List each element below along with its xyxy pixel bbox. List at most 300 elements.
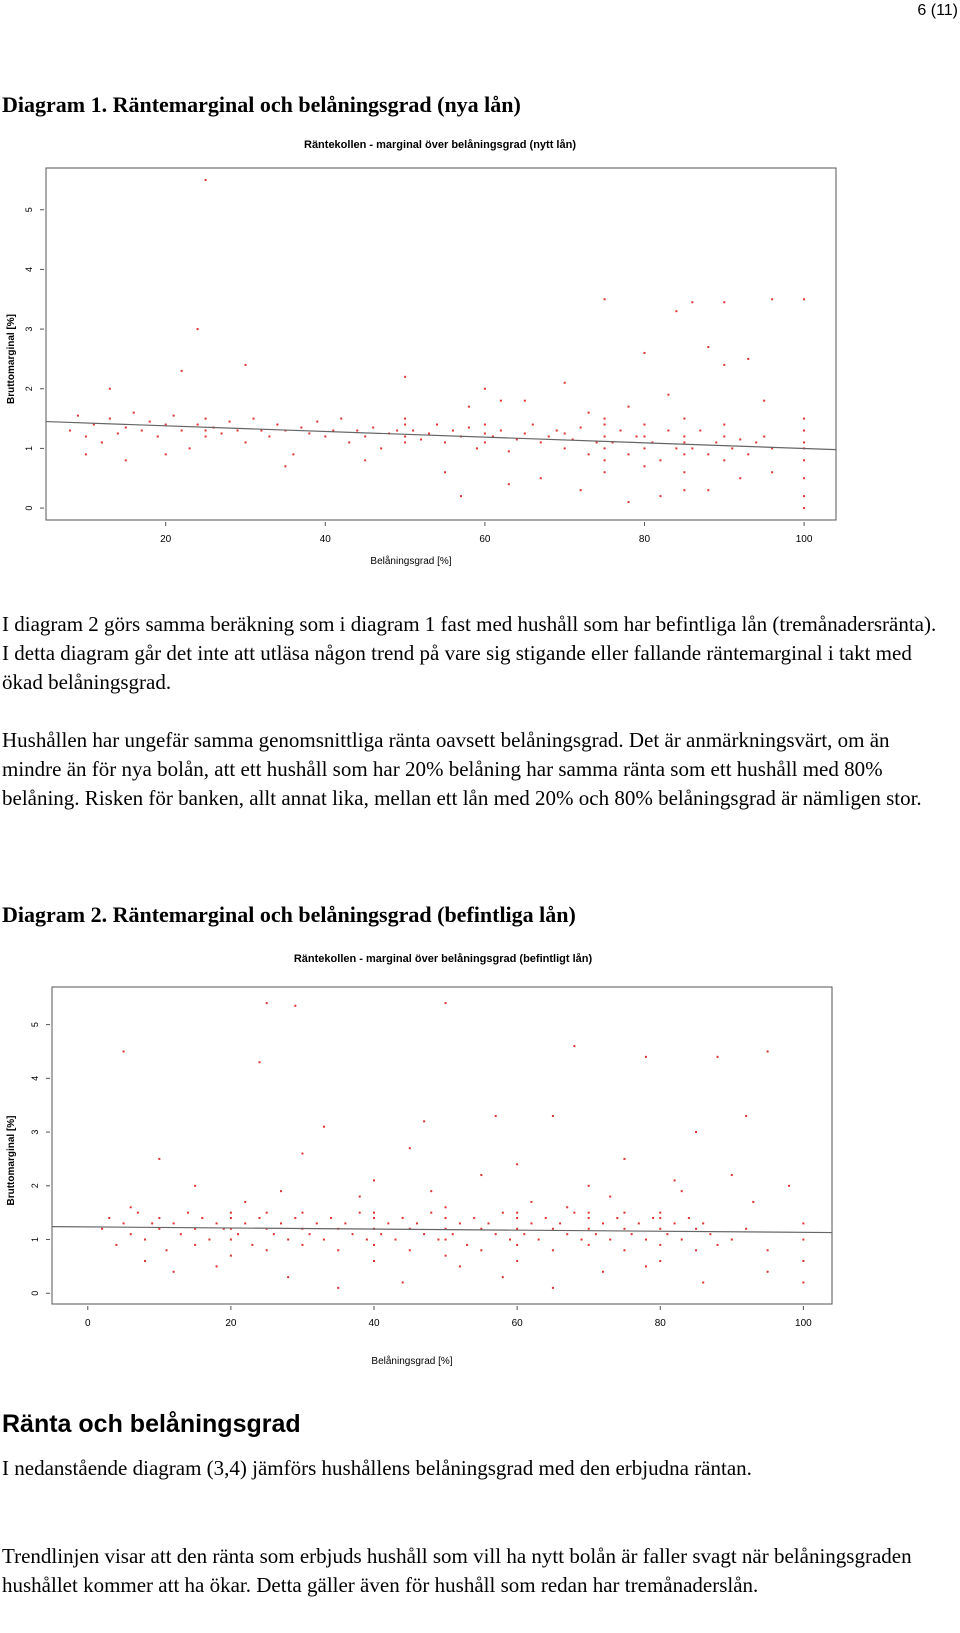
data-point — [158, 1217, 160, 1219]
data-point — [364, 435, 366, 437]
data-point — [502, 1212, 504, 1214]
data-point — [643, 352, 645, 354]
data-point — [416, 1222, 418, 1224]
data-point — [767, 1249, 769, 1251]
data-point — [252, 418, 254, 420]
data-point — [287, 1239, 289, 1241]
data-point — [702, 1222, 704, 1224]
data-point — [683, 489, 685, 491]
data-point — [459, 1222, 461, 1224]
data-point — [532, 424, 534, 426]
data-point — [109, 418, 111, 420]
y-tick-label: 5 — [30, 1022, 40, 1028]
data-point — [101, 441, 103, 443]
data-point — [683, 441, 685, 443]
data-point — [466, 1244, 468, 1246]
data-point — [125, 427, 127, 429]
x-tick-label: 20 — [160, 534, 172, 545]
data-point — [731, 1174, 733, 1176]
data-point — [707, 453, 709, 455]
data-point — [484, 424, 486, 426]
y-tick-label: 3 — [24, 326, 34, 332]
data-point — [173, 415, 175, 417]
data-point — [588, 1228, 590, 1230]
data-point — [364, 459, 366, 461]
data-point — [201, 1217, 203, 1219]
x-tick-label: 0 — [84, 1318, 91, 1329]
data-point — [430, 1212, 432, 1214]
data-point — [323, 1239, 325, 1241]
data-point — [495, 1115, 497, 1117]
data-point — [394, 1239, 396, 1241]
data-point — [428, 432, 430, 434]
page-number: 6 (11) — [917, 2, 958, 19]
data-point — [109, 388, 111, 390]
trend-line — [46, 422, 836, 450]
data-point — [337, 1287, 339, 1289]
data-point — [373, 1179, 375, 1181]
data-point — [316, 1222, 318, 1224]
data-point — [123, 1050, 125, 1052]
data-point — [151, 1222, 153, 1224]
data-point — [294, 1005, 296, 1007]
data-point — [638, 1222, 640, 1224]
data-point — [373, 1260, 375, 1262]
y-tick-label: 1 — [24, 445, 34, 451]
data-point — [137, 1212, 139, 1214]
x-tick-label: 100 — [795, 1318, 812, 1329]
data-point — [330, 1217, 332, 1219]
data-point — [216, 1265, 218, 1267]
data-point — [292, 453, 294, 455]
data-point — [445, 1239, 447, 1241]
data-point — [604, 459, 606, 461]
data-point — [194, 1244, 196, 1246]
data-point — [420, 438, 422, 440]
data-point — [259, 1217, 261, 1219]
data-point — [666, 1233, 668, 1235]
data-point — [683, 435, 685, 437]
data-point — [802, 1222, 804, 1224]
data-point — [373, 1244, 375, 1246]
data-point — [516, 1228, 518, 1230]
data-point — [372, 427, 374, 429]
data-point — [452, 1233, 454, 1235]
data-point — [181, 370, 183, 372]
data-point — [294, 1217, 296, 1219]
data-point — [259, 1061, 261, 1063]
trend-line — [52, 1227, 832, 1233]
data-point — [181, 430, 183, 432]
x-tick-label: 60 — [511, 1318, 523, 1329]
data-point — [484, 388, 486, 390]
data-point — [85, 453, 87, 455]
x-tick-label: 40 — [319, 534, 331, 545]
data-point — [604, 447, 606, 449]
data-point — [412, 430, 414, 432]
data-point — [165, 1249, 167, 1251]
data-point — [643, 447, 645, 449]
data-point — [404, 376, 406, 378]
data-point — [309, 1233, 311, 1235]
data-point — [480, 1249, 482, 1251]
data-point — [356, 430, 358, 432]
data-point — [344, 1222, 346, 1224]
data-point — [273, 1233, 275, 1235]
data-point — [508, 483, 510, 485]
data-point — [620, 430, 622, 432]
data-point — [300, 427, 302, 429]
x-tick-label: 20 — [225, 1318, 237, 1329]
data-point — [144, 1239, 146, 1241]
data-point — [552, 1249, 554, 1251]
paragraph-1: I diagram 2 görs samma beräkning som i diagram 1 fast med hushåll som har befintliga lån (tremånadersränta). I detta diagram går det inte att utläsa någon trend på vare sig stigande eller fallande räntemarginal i takt med ökad belåningsgrad. — [2, 612, 937, 694]
data-point — [423, 1233, 425, 1235]
data-point — [803, 441, 805, 443]
x-tick-label: 80 — [638, 534, 651, 545]
data-point — [402, 1217, 404, 1219]
data-point — [409, 1249, 411, 1251]
data-point — [580, 489, 582, 491]
data-point — [659, 495, 661, 497]
data-point — [675, 447, 677, 449]
data-point — [645, 1239, 647, 1241]
data-point — [699, 430, 701, 432]
data-point — [237, 430, 239, 432]
data-point — [266, 1002, 268, 1004]
data-point — [266, 1212, 268, 1214]
data-point — [552, 1115, 554, 1117]
data-point — [133, 412, 135, 414]
data-point — [373, 1212, 375, 1214]
data-point — [602, 1222, 604, 1224]
data-point — [324, 435, 326, 437]
data-point — [173, 1222, 175, 1224]
data-point — [237, 1233, 239, 1235]
data-point — [205, 435, 207, 437]
data-point — [444, 441, 446, 443]
data-point — [359, 1196, 361, 1198]
data-point — [516, 1212, 518, 1214]
data-point — [402, 1282, 404, 1284]
data-point — [540, 441, 542, 443]
data-point — [460, 495, 462, 497]
y-axis-label: Bruttomarginal [%] — [6, 1115, 17, 1206]
data-point — [691, 447, 693, 449]
data-point — [208, 1239, 210, 1241]
data-point — [595, 1233, 597, 1235]
data-point — [596, 441, 598, 443]
data-point — [165, 453, 167, 455]
data-point — [802, 1260, 804, 1262]
data-point — [530, 1201, 532, 1203]
data-point — [117, 432, 119, 434]
data-point — [659, 1217, 661, 1219]
plot-frame — [52, 987, 832, 1304]
x-tick-label: 100 — [795, 534, 813, 545]
data-point — [683, 418, 685, 420]
data-point — [287, 1276, 289, 1278]
data-point — [645, 1056, 647, 1058]
data-point — [115, 1244, 117, 1246]
data-point — [688, 1217, 690, 1219]
data-point — [229, 421, 231, 423]
data-point — [284, 465, 286, 467]
data-point — [516, 1244, 518, 1246]
data-point — [373, 1217, 375, 1219]
data-point — [559, 1222, 561, 1224]
data-point — [130, 1233, 132, 1235]
data-point — [723, 435, 725, 437]
data-point — [659, 1244, 661, 1246]
data-point — [803, 459, 805, 461]
data-point — [723, 459, 725, 461]
data-point — [244, 364, 246, 366]
diagram1-heading: Diagram 1. Räntemarginal och belåningsgrad (nya lån) — [2, 92, 521, 117]
y-tick-label: 4 — [30, 1075, 40, 1081]
data-point — [788, 1185, 790, 1187]
data-point — [747, 453, 749, 455]
data-point — [803, 298, 805, 300]
data-point — [623, 1228, 625, 1230]
data-point — [445, 1206, 447, 1208]
data-point — [636, 435, 638, 437]
data-point — [667, 430, 669, 432]
data-point — [566, 1206, 568, 1208]
data-point — [404, 418, 406, 420]
data-point — [675, 310, 677, 312]
data-point — [468, 406, 470, 408]
data-point — [502, 1276, 504, 1278]
chart-title: Räntekollen - marginal över belåningsgrad (befintligt lån) — [293, 953, 593, 965]
data-point — [717, 1056, 719, 1058]
data-point — [495, 1233, 497, 1235]
data-point — [516, 1217, 518, 1219]
data-point — [197, 328, 199, 330]
data-point — [123, 1222, 125, 1224]
data-point — [337, 1249, 339, 1251]
data-point — [695, 1249, 697, 1251]
chart-title: Räntekollen - marginal över belåningsgrad (nytt lån) — [304, 139, 576, 151]
data-point — [745, 1115, 747, 1117]
data-point — [802, 1239, 804, 1241]
data-point — [631, 1233, 633, 1235]
data-point — [452, 430, 454, 432]
data-point — [604, 435, 606, 437]
data-point — [251, 1244, 253, 1246]
data-point — [803, 507, 805, 509]
data-point — [602, 1271, 604, 1273]
x-axis-label: Belåningsgrad [%] — [371, 1356, 453, 1367]
data-point — [767, 1271, 769, 1273]
data-point — [524, 432, 526, 434]
y-tick-label: 0 — [30, 1290, 40, 1296]
data-point — [548, 435, 550, 437]
diagram2-heading: Diagram 2. Räntemarginal och belåningsgrad (befintliga lån) — [2, 902, 576, 927]
data-point — [396, 430, 398, 432]
data-point — [530, 1222, 532, 1224]
data-point — [387, 1222, 389, 1224]
plot-frame — [46, 168, 836, 520]
data-point — [538, 1239, 540, 1241]
data-point — [280, 1190, 282, 1192]
data-point — [767, 1050, 769, 1052]
data-point — [404, 435, 406, 437]
data-point — [430, 1190, 432, 1192]
data-point — [230, 1212, 232, 1214]
data-point — [437, 1239, 439, 1241]
data-point — [308, 432, 310, 434]
data-point — [173, 1271, 175, 1273]
data-point — [645, 1265, 647, 1267]
data-point — [604, 471, 606, 473]
data-point — [359, 1212, 361, 1214]
data-point — [157, 435, 159, 437]
data-point — [752, 1201, 754, 1203]
data-point — [266, 1249, 268, 1251]
data-point — [488, 1222, 490, 1224]
data-point — [500, 430, 502, 432]
data-point — [691, 301, 693, 303]
data-point — [731, 1239, 733, 1241]
data-point — [745, 1228, 747, 1230]
data-point — [158, 1158, 160, 1160]
data-point — [628, 501, 630, 503]
data-point — [276, 424, 278, 426]
data-point — [524, 400, 526, 402]
data-point — [444, 471, 446, 473]
data-point — [523, 1233, 525, 1235]
data-point — [194, 1185, 196, 1187]
data-point — [747, 358, 749, 360]
data-point — [552, 1287, 554, 1289]
data-point — [130, 1206, 132, 1208]
section-heading: Ränta och belåningsgrad — [2, 1410, 301, 1438]
data-point — [802, 1282, 804, 1284]
data-point — [709, 1233, 711, 1235]
data-point — [681, 1239, 683, 1241]
data-point — [588, 412, 590, 414]
data-point — [803, 430, 805, 432]
data-point — [268, 435, 270, 437]
y-tick-label: 1 — [30, 1237, 40, 1243]
data-point — [683, 471, 685, 473]
data-point — [484, 441, 486, 443]
data-point — [623, 1158, 625, 1160]
x-tick-label: 80 — [654, 1318, 666, 1329]
data-point — [540, 477, 542, 479]
paragraph-3: I nedanstående diagram (3,4) jämförs hushållens belåningsgrad med den erbjudna räntan. — [2, 1456, 752, 1480]
data-point — [205, 418, 207, 420]
scatter-chart-new-loans — [0, 128, 960, 570]
data-point — [545, 1217, 547, 1219]
data-point — [141, 430, 143, 432]
data-point — [509, 1239, 511, 1241]
data-point — [69, 430, 71, 432]
data-point — [609, 1239, 611, 1241]
data-point — [516, 1260, 518, 1262]
y-tick-label: 0 — [24, 505, 34, 511]
data-point — [348, 441, 350, 443]
data-point — [445, 1255, 447, 1257]
data-point — [180, 1233, 182, 1235]
data-point — [652, 1217, 654, 1219]
data-point — [323, 1126, 325, 1128]
data-point — [683, 453, 685, 455]
data-point — [380, 447, 382, 449]
data-point — [556, 430, 558, 432]
data-point — [723, 301, 725, 303]
data-point — [280, 1222, 282, 1224]
paragraph-4: Trendlinjen visar att den ränta som erbjuds hushåll som vill ha nytt bolån är faller svagt när belåningsgraden hushållet kommer att ha ökar. Detta gäller även för hushåll som redan har tremånaderslån. — [2, 1544, 912, 1597]
data-point — [573, 1045, 575, 1047]
data-point — [404, 424, 406, 426]
data-point — [380, 1233, 382, 1235]
data-point — [771, 298, 773, 300]
data-point — [707, 489, 709, 491]
data-point — [500, 400, 502, 402]
data-point — [516, 1163, 518, 1165]
data-point — [674, 1179, 676, 1181]
data-point — [723, 364, 725, 366]
data-point — [702, 1282, 704, 1284]
data-point — [695, 1228, 697, 1230]
data-point — [476, 447, 478, 449]
data-point — [77, 415, 79, 417]
data-point — [580, 427, 582, 429]
data-point — [588, 453, 590, 455]
data-point — [723, 424, 725, 426]
x-axis-label: Belåningsgrad [%] — [370, 556, 452, 567]
data-point — [604, 424, 606, 426]
data-point — [85, 435, 87, 437]
data-point — [445, 1002, 447, 1004]
data-point — [564, 447, 566, 449]
data-point — [244, 1222, 246, 1224]
data-point — [244, 441, 246, 443]
data-point — [803, 477, 805, 479]
data-point — [659, 1212, 661, 1214]
paragraph-2: Hushållen har ungefär samma genomsnittliga ränta oavsett belåningsgrad. Det är anmärkningsvärt, om än mindre än för nya bolån, att ett hushåll som har 20% belåning har samma ränta som ett hushåll med 80% belåning. Risken för banken, allt annat lika, mellan ett lån med 20% och 80% belåningsgrad är nämligen stor. — [2, 728, 922, 810]
data-point — [508, 450, 510, 452]
data-point — [659, 1228, 661, 1230]
data-point — [101, 1228, 103, 1230]
y-tick-label: 4 — [24, 266, 34, 272]
data-point — [404, 441, 406, 443]
data-point — [144, 1260, 146, 1262]
y-tick-label: 3 — [30, 1129, 40, 1135]
data-point — [604, 298, 606, 300]
data-point — [108, 1217, 110, 1219]
data-point — [473, 1217, 475, 1219]
data-point — [628, 406, 630, 408]
data-point — [205, 430, 207, 432]
data-point — [643, 465, 645, 467]
data-point — [230, 1239, 232, 1241]
data-point — [230, 1217, 232, 1219]
data-point — [707, 346, 709, 348]
data-point — [771, 471, 773, 473]
data-point — [216, 1222, 218, 1224]
data-point — [573, 1212, 575, 1214]
data-point — [695, 1131, 697, 1133]
data-point — [623, 1249, 625, 1251]
data-point — [149, 421, 151, 423]
data-point — [604, 418, 606, 420]
data-point — [423, 1120, 425, 1122]
y-tick-label: 2 — [24, 386, 34, 392]
data-point — [674, 1222, 676, 1224]
